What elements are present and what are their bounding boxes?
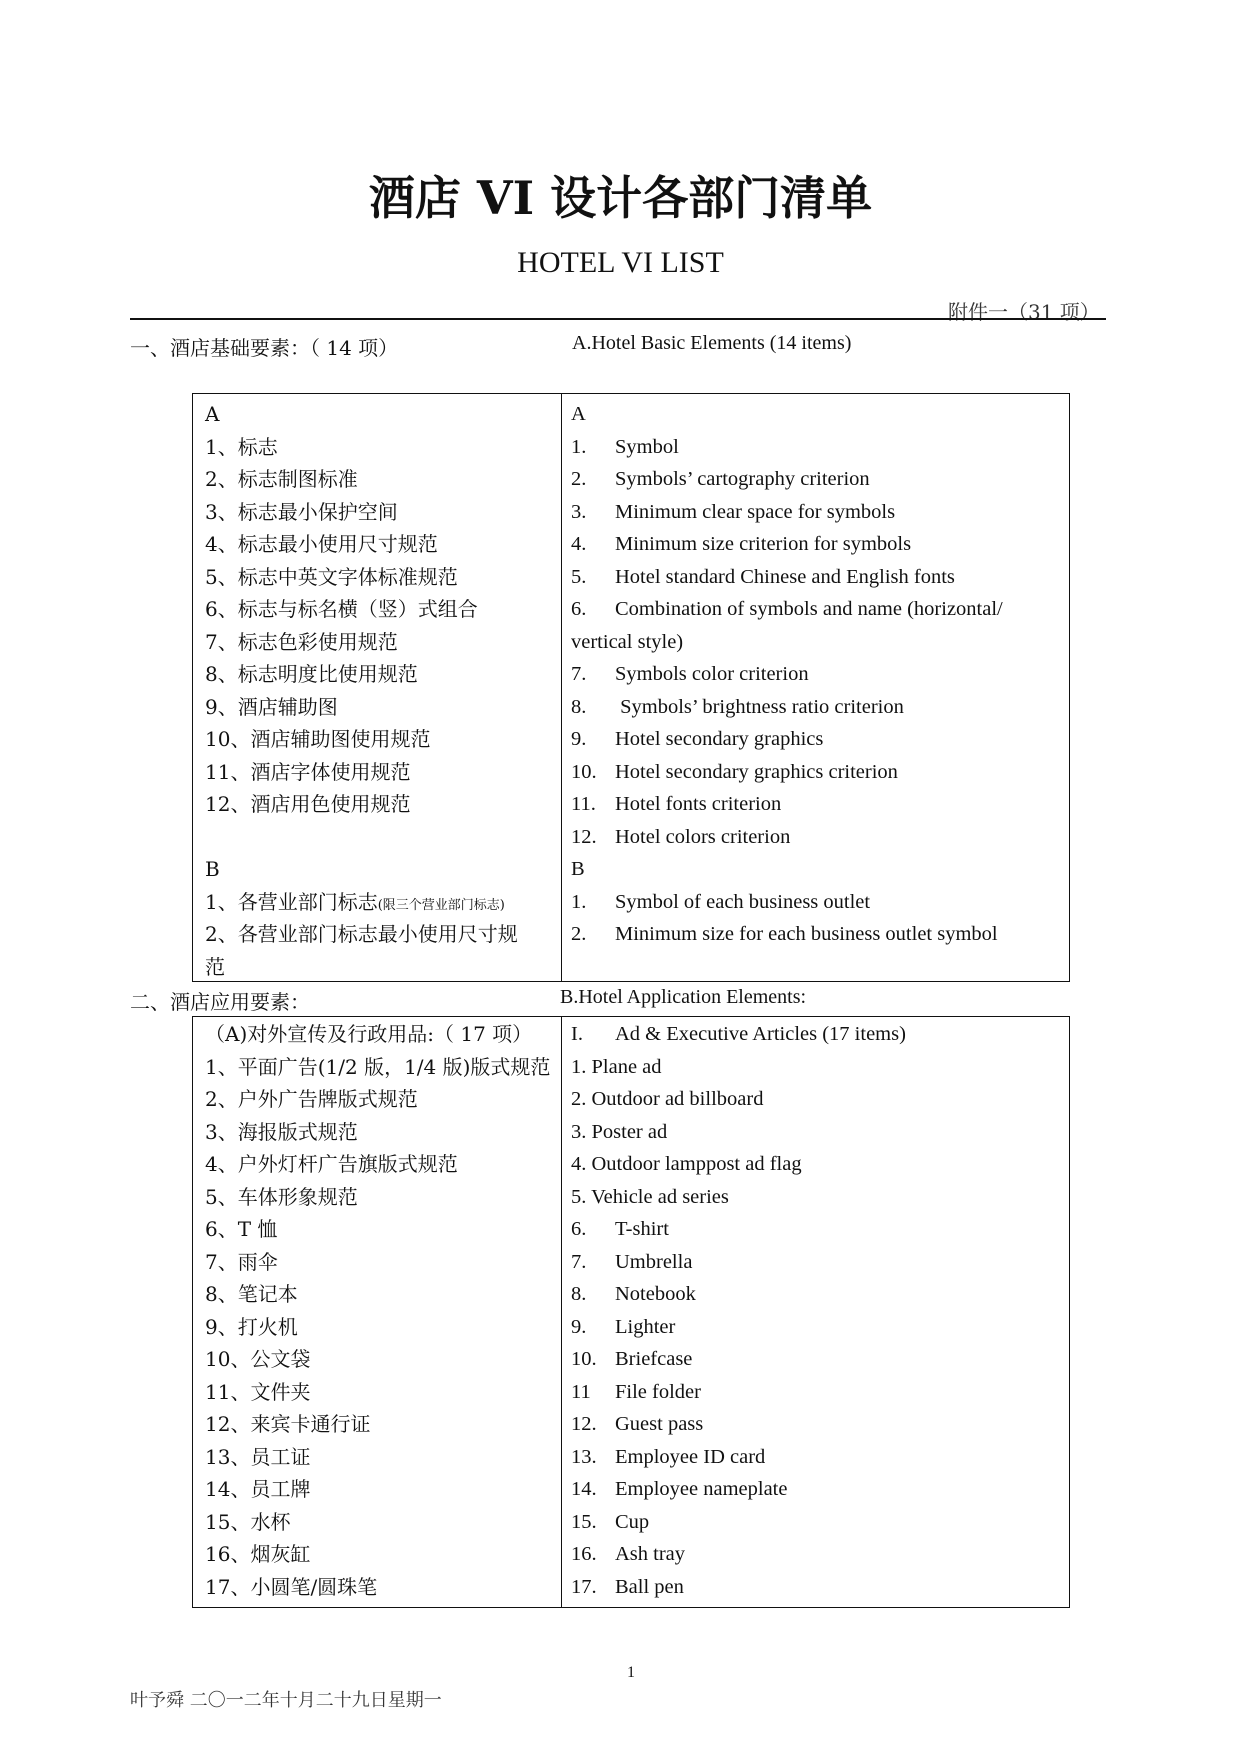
row-number: 15. <box>571 1510 597 1533</box>
row-number: A <box>571 403 586 425</box>
row-text: Hotel standard Chinese and English fonts <box>615 565 955 588</box>
row-text: 10、公文袋 <box>205 1347 311 1371</box>
table-row-zh <box>205 886 505 922</box>
table-row-zh <box>205 463 358 495</box>
table-row-zh <box>205 496 398 528</box>
application-elements-table <box>192 1016 1070 1608</box>
table-row-zh <box>205 1278 298 1310</box>
table-row-zh <box>205 723 430 755</box>
row-number: 7. <box>571 663 587 685</box>
table-row-zh <box>205 756 410 788</box>
row-number: 1. <box>571 890 587 913</box>
table-row-en <box>571 1343 692 1375</box>
row-text: 6、标志与标名横（竖）式组合 <box>205 597 478 621</box>
table-row-zh <box>205 918 518 950</box>
row-text: Symbols color criterion <box>615 663 809 685</box>
row-text: 7、标志色彩使用规范 <box>205 629 398 654</box>
row-text: Ball pen <box>615 1575 684 1598</box>
row-number: 4. <box>571 533 587 555</box>
row-number: 10. <box>571 1348 597 1370</box>
row-text: 3. Poster ad <box>571 1120 668 1143</box>
table-row-en <box>571 1376 701 1408</box>
table-row-en <box>571 1116 667 1148</box>
table-row-en <box>571 496 895 528</box>
row-text: Guest pass <box>615 1413 704 1435</box>
table-row-en <box>571 918 998 950</box>
table-row-en <box>571 1051 662 1083</box>
table-row-zh <box>205 1376 310 1408</box>
row-text: 13、员工证 <box>205 1444 311 1469</box>
row-number: 8. <box>571 1283 587 1305</box>
row-text: Symbol of each business outlet <box>615 890 871 913</box>
table-row-en <box>571 1571 684 1603</box>
table-row-en <box>571 691 904 723</box>
row-number: 2. <box>571 923 587 945</box>
table-row-zh <box>205 1213 277 1245</box>
table-row-en <box>571 431 679 463</box>
table-row-en <box>571 1181 729 1213</box>
table-row-zh <box>205 1473 310 1505</box>
row-text: Minimum size for each business outlet symbol <box>615 923 998 945</box>
row-text: Briefcase <box>615 1348 693 1370</box>
table-row-zh <box>205 1571 377 1603</box>
row-text: 3、标志最小保护空间 <box>205 499 398 524</box>
row-text: 14、员工牌 <box>205 1477 311 1501</box>
section2-heading-en: B.Hotel Application Elements: <box>560 986 807 1008</box>
attachment-label: 附件一（31 项） <box>948 300 1100 324</box>
table-row-en <box>571 1278 696 1310</box>
row-number: 3. <box>571 500 587 523</box>
row-number: 8. <box>571 695 587 718</box>
table-row-en <box>571 658 809 690</box>
row-text: 4、标志最小使用尺寸规范 <box>205 532 438 556</box>
table-row-en <box>571 886 870 918</box>
row-text: Minimum clear space for symbols <box>615 500 896 523</box>
row-text: Cup <box>615 1510 650 1533</box>
table-row-zh <box>205 593 478 625</box>
row-number: 9. <box>571 728 587 750</box>
document-title: 酒店 VI 设计各部门清单 <box>368 171 873 225</box>
row-number: 2. <box>571 468 587 490</box>
row-text: Symbols’ brightness ratio criterion <box>615 695 904 718</box>
table-row-en <box>571 1506 649 1538</box>
table-row-en <box>571 1408 703 1440</box>
row-text: Lighter <box>615 1315 676 1338</box>
table-row-zh <box>205 1018 532 1050</box>
row-text: Employee nameplate <box>615 1478 788 1500</box>
table-row-zh <box>205 561 458 593</box>
row-number: 5. <box>571 565 587 588</box>
row-text: 5、标志中英文字体标准规范 <box>205 564 458 589</box>
row-text: Minimum size criterion for symbols <box>615 533 912 555</box>
row-number: 6. <box>571 598 587 620</box>
table-row-zh <box>205 1441 310 1473</box>
row-text: Symbols’ cartography criterion <box>615 468 870 490</box>
table-row-zh <box>205 431 278 463</box>
row-text: 12、酒店用色使用规范 <box>205 792 411 816</box>
row-number: 16. <box>571 1543 597 1565</box>
row-note: (限三个营业部门标志) <box>377 897 505 913</box>
table-row-zh <box>205 1051 550 1083</box>
row-text: 11、文件夹 <box>205 1379 311 1404</box>
table-row-en <box>571 561 955 593</box>
table-row-en <box>571 528 911 560</box>
table-row-zh <box>205 951 225 983</box>
table-row-en <box>571 1083 763 1115</box>
table-row-zh <box>205 1148 458 1180</box>
row-text: 1、标志 <box>205 434 278 459</box>
row-text: 15、水杯 <box>205 1509 291 1534</box>
table-row-zh <box>205 1538 310 1570</box>
table-divider <box>561 1017 562 1607</box>
row-text: Combination of symbols and name (horizontal/ <box>615 598 1003 620</box>
row-text: Hotel fonts criterion <box>615 793 782 815</box>
row-text: T-shirt <box>615 1218 669 1240</box>
basic-elements-table <box>192 393 1070 982</box>
table-row-zh <box>205 1083 418 1115</box>
row-text: 4、户外灯杆广告旗版式规范 <box>205 1152 458 1176</box>
row-text: Ash tray <box>615 1543 686 1565</box>
table-row-en <box>571 788 781 820</box>
table-row-en <box>571 463 870 495</box>
row-text: vertical style) <box>571 630 684 653</box>
section1-heading-en: A.Hotel Basic Elements (14 items) <box>572 332 852 354</box>
table-row-zh <box>205 1311 298 1343</box>
row-number: 12. <box>571 1413 597 1435</box>
row-text: 1、各营业部门标志 <box>205 889 378 914</box>
row-text: Employee ID card <box>615 1445 766 1468</box>
table-row-en <box>571 626 683 658</box>
row-text: 17、小圆笔/圆珠笔 <box>205 1574 378 1599</box>
table-row-zh <box>205 1116 358 1148</box>
row-text: Notebook <box>615 1283 696 1305</box>
row-text: Ad & Executive Articles (17 items) <box>615 1023 906 1045</box>
row-number: 1. <box>571 435 587 458</box>
table-row-zh <box>205 853 220 885</box>
row-text: 2、户外广告牌版式规范 <box>205 1087 418 1111</box>
table-row-en <box>571 398 615 430</box>
table-row-en <box>571 593 1003 625</box>
table-divider <box>561 394 562 981</box>
row-text: Hotel secondary graphics <box>615 728 824 750</box>
row-text: 7、雨伞 <box>205 1249 278 1274</box>
row-number: 14. <box>571 1478 597 1500</box>
row-text: 8、标志明度比使用规范 <box>205 662 418 686</box>
row-text: 2、标志制图标准 <box>205 467 358 491</box>
document-subtitle: HOTEL VI LIST <box>517 246 724 279</box>
row-number: I. <box>571 1023 583 1045</box>
table-row-en <box>571 1148 802 1180</box>
row-text: 5. Vehicle ad series <box>571 1185 729 1208</box>
row-text: A <box>205 402 220 426</box>
table-row-en <box>571 1311 675 1343</box>
table-row-en <box>571 1213 669 1245</box>
row-text: 5、车体形象规范 <box>205 1184 358 1209</box>
row-text: B <box>205 857 220 881</box>
row-text: 16、烟灰缸 <box>205 1542 311 1566</box>
table-row-zh <box>205 788 410 820</box>
row-number: B <box>571 858 585 880</box>
table-row-zh <box>205 1181 358 1213</box>
row-number: 9. <box>571 1315 587 1338</box>
table-row-en <box>571 1018 906 1050</box>
row-text: Umbrella <box>615 1250 693 1273</box>
table-row-zh <box>205 1343 310 1375</box>
row-text: 2. Outdoor ad billboard <box>571 1088 764 1110</box>
row-number: 7. <box>571 1250 587 1273</box>
row-text: 11、酒店字体使用规范 <box>205 759 411 784</box>
header-rule <box>130 318 1106 320</box>
row-text: （A)对外宣传及行政用品:（ 17 项） <box>205 1022 533 1046</box>
row-text: 3、海报版式规范 <box>205 1119 358 1144</box>
table-row-en <box>571 853 615 885</box>
table-row-zh <box>205 528 438 560</box>
table-row-zh <box>205 1506 290 1538</box>
row-number: 17. <box>571 1575 597 1598</box>
row-text: Hotel colors criterion <box>615 825 791 848</box>
row-number: 13. <box>571 1445 597 1468</box>
table-row-en <box>571 821 790 853</box>
footer-text: 叶予舜 二〇一二年十月二十九日星期一 <box>130 1690 442 1711</box>
row-number: 6. <box>571 1218 587 1240</box>
row-number: 11. <box>571 793 596 815</box>
row-text: 2、各营业部门标志最小使用尺寸规 <box>205 922 518 946</box>
table-row-en <box>571 723 823 755</box>
table-row-zh <box>205 1246 278 1278</box>
row-text: 10、酒店辅助图使用规范 <box>205 727 431 751</box>
row-text: Hotel secondary graphics criterion <box>615 760 898 783</box>
row-text: 1. Plane ad <box>571 1055 662 1078</box>
section1-heading-zh: 一、酒店基础要素：（ 14 项） <box>130 336 399 360</box>
table-row-en <box>571 1538 685 1570</box>
row-number: 11 <box>571 1380 591 1403</box>
table-row-zh <box>205 1408 370 1440</box>
row-number: 12. <box>571 825 597 848</box>
table-row-zh <box>205 691 338 723</box>
table-row-en <box>571 1246 692 1278</box>
row-text: File folder <box>615 1380 701 1403</box>
table-row-zh <box>205 398 219 430</box>
row-text: 9、酒店辅助图 <box>205 694 338 719</box>
row-text: 12、来宾卡通行证 <box>205 1412 371 1436</box>
row-text: Symbol <box>615 435 679 458</box>
page-number: 1 <box>627 1664 635 1681</box>
table-row-en <box>571 1441 765 1473</box>
table-row-en <box>571 756 898 788</box>
row-text: 8、笔记本 <box>205 1282 298 1306</box>
row-text: 4. Outdoor lamppost ad flag <box>571 1153 802 1175</box>
table-row-zh <box>205 626 398 658</box>
row-text: 6、T 恤 <box>205 1217 278 1241</box>
row-number: 10. <box>571 760 597 783</box>
row-text: 范 <box>205 954 225 979</box>
row-text: 9、打火机 <box>205 1314 298 1339</box>
section2-heading-zh: 二、酒店应用要素： <box>130 990 310 1014</box>
table-row-en <box>571 1473 787 1505</box>
row-text: 1、平面广告(1/2 版，1/4 版)版式规范 <box>205 1054 551 1079</box>
table-row-zh <box>205 658 418 690</box>
